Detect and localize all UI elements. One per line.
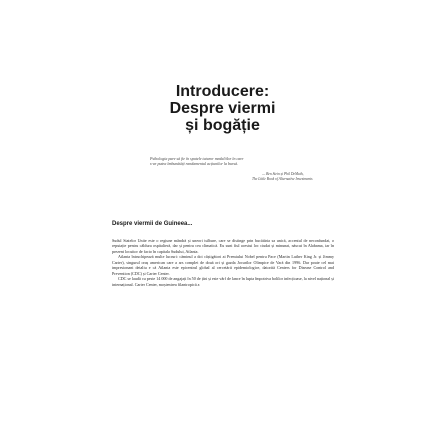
epigraph-attribution-work: The Little Book of Alternative Investments bbox=[252, 177, 313, 181]
epigraph-line-1: Psihologia pare să fie în spatele tuturor medaliilor în care bbox=[150, 156, 244, 161]
body-paragraph-1: Sudul Statelor Unite este o regiune mândră și uneori tulbure, care se distinge prin bucătăria sa unică, accentul de neconfundat, o reputație pentru căldura ospitalieră, dar și pentru cea climatică. Eu sunt fiul acestui loc ciudat și minunat, născut în Alabama, iar în prezent locuitor de facto în capitala Sudului, Atlanta. bbox=[112, 238, 334, 254]
epigraph-line-2: s-ar putea îmbunătăți randamentul acțiunilor la bursă. bbox=[150, 161, 239, 166]
epigraph-attribution-author: — Ben Stein și Phil DeMuth, bbox=[262, 172, 304, 176]
chapter-title-line-3: și bogăție bbox=[185, 117, 260, 134]
chapter-title-line-1: Introducere: bbox=[175, 83, 270, 100]
chapter-title-line-2: Despre viermi bbox=[169, 100, 276, 117]
body-text bbox=[112, 238, 334, 287]
section-heading: Despre viermii de Guineea... bbox=[112, 221, 193, 227]
body-paragraph-3: CDC se laudă cu peste 14 000 de angajați în 50 de țări și este vârf de lance în lupta împotriva bolilor infecțioase, la nivel național și internațional. Carter Center, moștenirea filantropică a bbox=[112, 276, 334, 287]
body-paragraph-2: Atlanta întruchipează multe lucruri: căminul a doi câștigători ai Premiului Nobel pentru Pace (Martin Luther King Jr. și Jimmy Carter), singurul oraș american care a ars complet de două ori și gazda Jocurilor Olimpice de Vară din 1996. Dar poate cel mai impresionant detaliu e că Atlanta este epicentrul global al cercetării epidemiologice, datorită Centers for Disease Control and Prevention (CDC) și Carter Center. bbox=[112, 254, 334, 276]
